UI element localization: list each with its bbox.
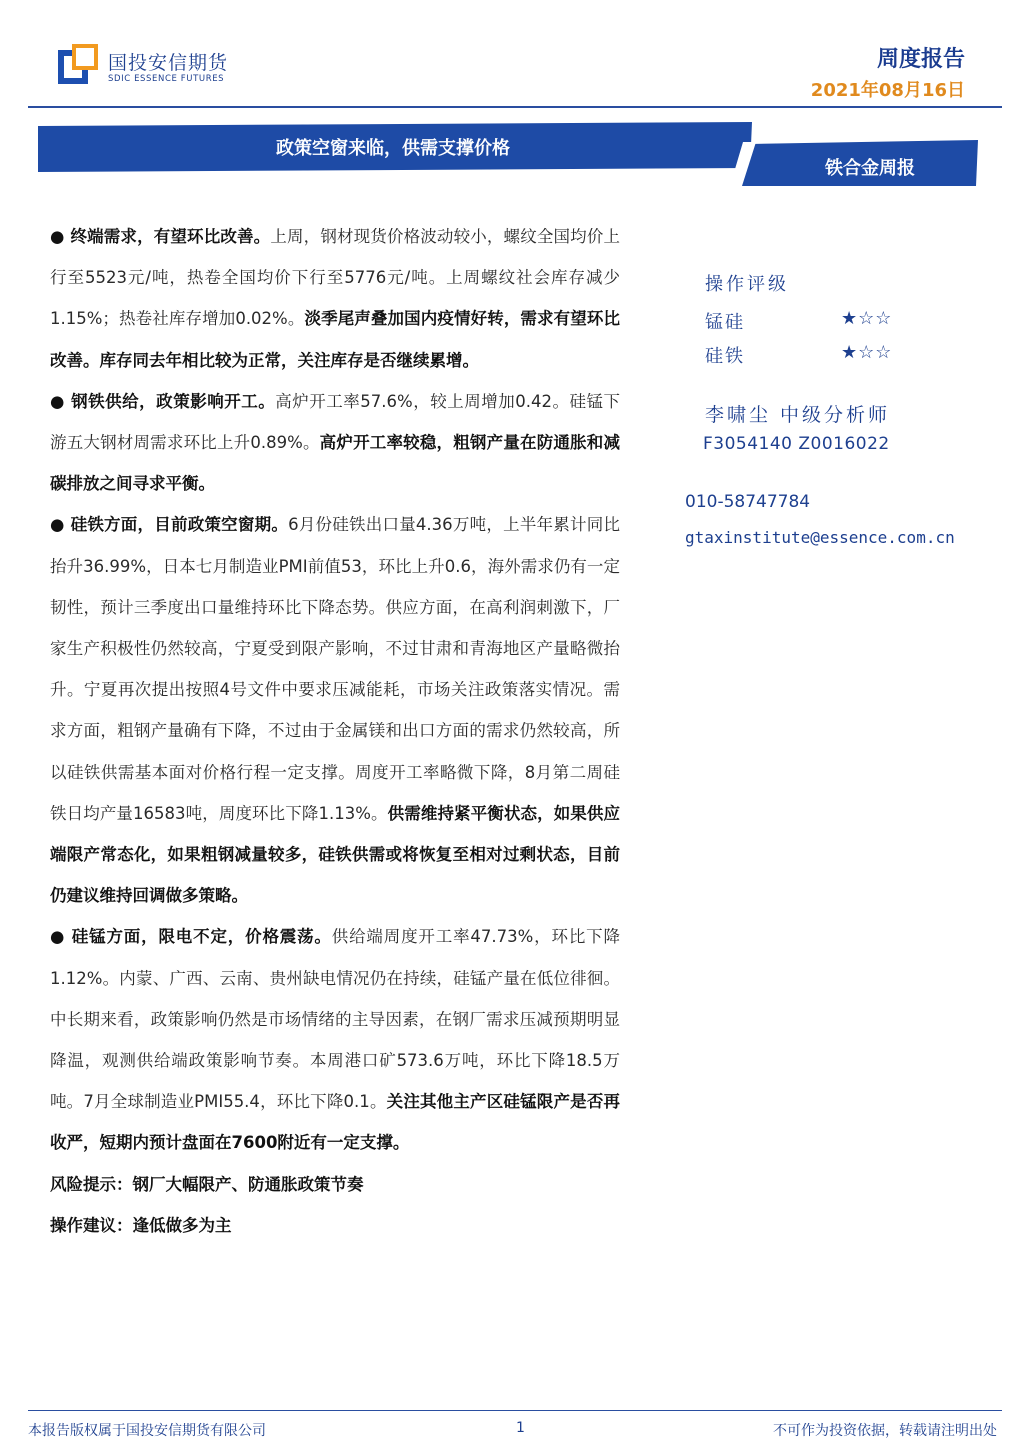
rating-stars-fesi (841, 342, 892, 363)
paragraph-conclusion: 淡季尾声叠加国内疫情好转，需求有望环比改善。库存同去年相比较为正常，关注库存是否继续累增。 (50, 309, 620, 370)
rating-title: 操作评级 (705, 274, 789, 295)
paragraph-conclusion: 关注其他主产区硅锰限产是否再收严，短期内预计盘面在7600附近有一定支撑。 (50, 1092, 621, 1153)
footer-disclaimer: 不可作为投资依据，转载请注明出处 (773, 1423, 997, 1439)
risk-label: 风险提示： (50, 1174, 133, 1194)
footer-copyright: 本报告版权属于国投安信期货有限公司 (28, 1423, 266, 1439)
report-body (50, 216, 620, 1246)
banner-tag: 铁合金周报 (825, 158, 915, 179)
company-logo (56, 42, 236, 88)
paragraph-heading: ● 终端需求，有望环比改善。 (50, 227, 271, 246)
paragraph-text: 上周，钢材现货价格波动较小，螺纹全国均价上行至5523元/吨，热卷全国均价下行至5776元/吨。上周螺纹社会库存减少1.15%；热卷社库存增加0.02%。 (50, 227, 620, 329)
paragraph-silicomanganese (50, 916, 620, 1163)
logo-mark-icon (56, 42, 100, 86)
advice-label: 操作建议： (50, 1215, 133, 1235)
analyst-cert: F3054140 Z0016022 (703, 434, 890, 454)
logo-name-cn: 国投安信期货 (108, 52, 229, 74)
rating-stars-simn (841, 308, 892, 329)
star-filled-icon: ★ (841, 342, 859, 363)
star-empty-icon: ☆☆ (858, 342, 893, 363)
report-type: 周度报告 (876, 47, 965, 72)
paragraph-text: 6月份硅铁出口量4.36万吨，上半年累计同比抬升36.99%，日本七月制造业PMI前值53，环比上升0.6，海外需求仍有一定韧性，预计三季度出口量维持环比下降态势。供应方面，在高利润刺激下，厂家生产积极性仍然较高，宁夏受到限产影响，不过甘肃和青海地区产量略微抬升。宁夏再次提出按照4号文件中要求压减能耗，市场关注政策落实情况。需求方面，粗钢产量确有下降，不过由于金属镁和出口方面的需求仍然较高，所以硅铁供需基本面对价格行程一定支撑。周度开工率略微下降，8月第二周硅铁日均产量16583吨，周度环比下降1.13%。 (50, 515, 620, 823)
star-filled-icon: ★ (841, 308, 859, 329)
contact-email[interactable]: gtaxinstitute@essence.com.cn (685, 528, 955, 547)
analyst-name: 李啸尘 中级分析师 (705, 404, 891, 426)
report-date: 2021年08月16日 (810, 80, 965, 101)
paragraph-conclusion: 高炉开工率较稳，粗钢产量在防通胀和减碳排放之间寻求平衡。 (50, 433, 621, 494)
paragraph-heading: ● 硅铁方面，目前政策空窗期。 (50, 515, 289, 535)
paragraph-heading: ● 钢铁供给，政策影响开工。 (50, 391, 276, 411)
operation-advice (50, 1205, 620, 1246)
paragraph-demand (50, 216, 620, 381)
risk-note (50, 1164, 620, 1205)
paragraph-text: 供给端周度开工率47.73%，环比下降1.12%。内蒙、广西、云南、贵州缺电情况仍在持续，硅锰产量在低位徘徊。中长期来看，政策影响仍然是市场情绪的主导因素，在钢厂需求压减预期明显降温，观测供给端政策影响节奏。本周港口矿573.6万吨，环比下降18.5万吨。7月全球制造业PMI55.4，环比下降0.1。 (50, 927, 620, 1112)
rating-label-simn: 锰硅 (705, 312, 745, 333)
star-empty-icon: ☆☆ (858, 308, 893, 329)
contact-phone: 010-58747784 (685, 492, 811, 512)
page-number: 1 (516, 1420, 525, 1436)
paragraph-steel-supply (50, 381, 620, 505)
title-banner (38, 122, 978, 192)
rating-label-fesi: 硅铁 (705, 346, 745, 367)
risk-text: 钢厂大幅限产、防通胀政策节奏 (132, 1174, 364, 1194)
paragraph-text: 高炉开工率57.6%，较上周增加0.42。硅锰下游五大钢材周需求环比上升0.89%。 (50, 391, 620, 453)
paragraph-conclusion: 供需维持紧平衡状态，如果供应端限产常态化，如果粗钢减量较多，硅铁供需或将恢复至相对过剩状态，目前仍建议维持回调做多策略。 (50, 803, 621, 906)
paragraph-ferrosilicon (50, 504, 620, 916)
logo-name-en: SDIC ESSENCE FUTURES (108, 74, 225, 84)
header-divider (28, 106, 1002, 108)
banner-title: 政策空窗来临，供需支撑价格 (276, 138, 510, 159)
footer-divider (28, 1410, 1002, 1411)
paragraph-heading: ● 硅锰方面，限电不定，价格震荡。 (50, 927, 332, 947)
advice-text: 逢低做多为主 (132, 1215, 232, 1235)
